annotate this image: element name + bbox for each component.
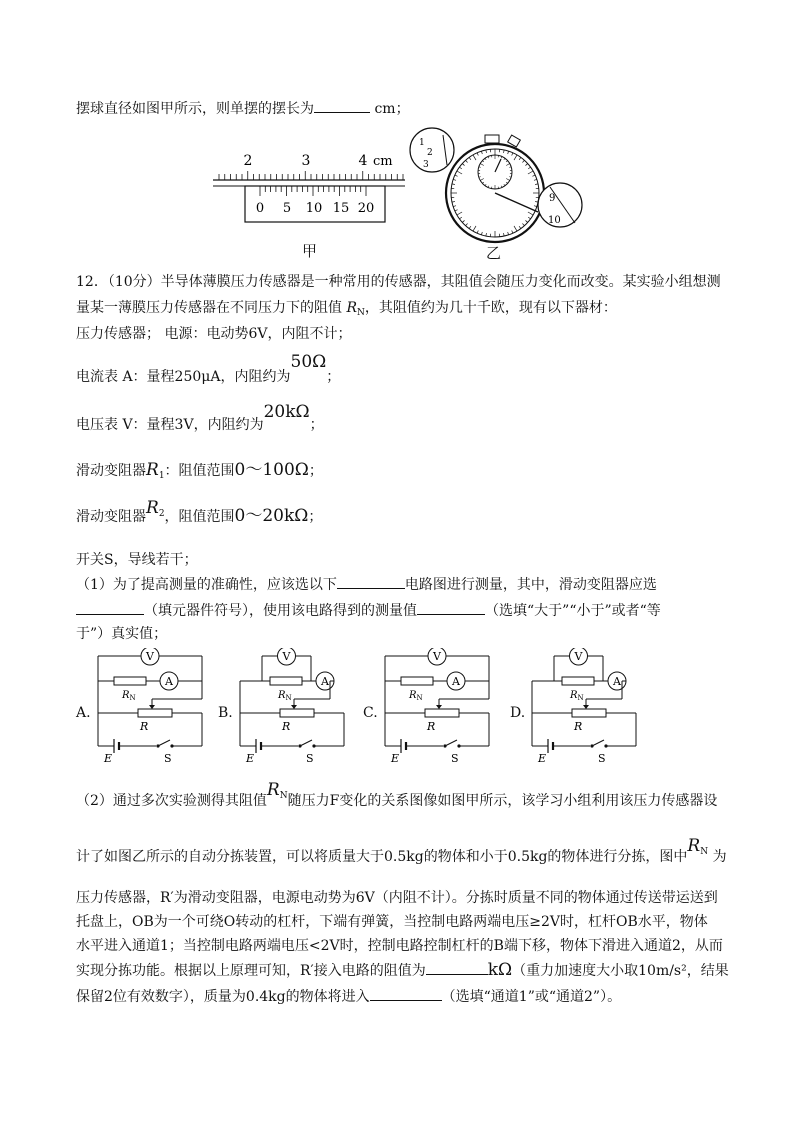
r2-line (76, 498, 323, 532)
answer-blank-rheostat[interactable] (76, 600, 144, 615)
circuit-diagram-b (236, 648, 366, 770)
circuit-diagram-d (528, 648, 658, 770)
vernier-label-0: 0 (255, 201, 265, 216)
r2-end: ； (308, 509, 323, 525)
answer-blank-compare[interactable] (417, 600, 485, 615)
r1-symbol: R (146, 460, 159, 480)
svg-text:R: R (574, 720, 583, 733)
r1-subscript: 1 (158, 471, 165, 481)
caliper-main-label-4: 4 (358, 153, 368, 169)
r2-text: 滑动变阻器 (76, 509, 146, 525)
caption-jia: 甲 (302, 242, 318, 260)
p2-rn-subscript: N (279, 791, 288, 801)
p1-text-a: （1）为了提高测量的准确性，应该选以下 (76, 577, 337, 593)
p2-line2-rn-symbol: R (687, 836, 701, 856)
switch-line: 开关S，导线若干； (76, 552, 198, 568)
svg-text:E: E (391, 752, 400, 765)
ammeter-end: ； (326, 369, 341, 385)
vernier-label-20: 20 (357, 201, 375, 216)
rn-symbol: R (346, 300, 357, 316)
p1-line3: 于”）真实值； (76, 626, 168, 642)
ammeter-text: 电流表 A：量程250μA，内阻约为 (76, 369, 291, 385)
p2-line7-text-a: 保留2位有效数字），质量为0.4kg的物体将进入 (76, 989, 370, 1005)
ammeter-symbol: A (452, 675, 460, 688)
caliper-main-label-2: 2 (243, 153, 253, 169)
zoom-label-9: 9 (549, 193, 556, 204)
svg-text:E: E (104, 752, 113, 765)
zoom-label-3: 3 (423, 160, 429, 170)
p2-line3: 压力传感器，R′为滑动变阻器，电源电动势为6V（内阻不计）。分拣时质量不同的物体通过传送带运送到 (76, 890, 718, 906)
p2-line2-text-b: 为 (712, 849, 727, 865)
option-label-c: C. (363, 705, 378, 721)
voltmeter-symbol: V (146, 650, 154, 663)
q12-line1: 12．（10分）半导体薄膜压力传感器是一种常用的传感器，其阻值会随压力变化而改变。某实验小组想测 (76, 274, 721, 290)
r1-line (76, 460, 323, 486)
p2-line4: 托盘上，OB为一个可绕O转动的杠杆，下端有弹簧，当控制电路两端电压≥2V时，杠杆OB水平，物体 (76, 914, 708, 930)
vernier-label-15: 15 (332, 201, 350, 216)
answer-blank-length[interactable] (314, 98, 370, 113)
p2-line6 (76, 960, 729, 981)
p1-text-b: 电路图进行测量，其中，滑动变阻器应选 (404, 577, 657, 593)
p1-text-c: （填元器件符号），使用该电路得到的测量值 (144, 603, 417, 619)
vernier-label-10: 10 (305, 201, 323, 216)
rn-subscript: N (357, 308, 365, 318)
svg-text:R: R (282, 720, 291, 733)
intro-unit: cm； (374, 101, 410, 117)
option-label-d: D. (510, 705, 526, 721)
q12-line3: 压力传感器； 电源：电动势6V，内阻不计； (76, 326, 352, 342)
p2-line2-rn-subscript: N (700, 847, 709, 857)
p2-line2-text-a: 计了如图乙所示的自动分拣装置，可以将质量大于0.5kg的物体和小于0.5kg的物体进行分拣，图中 (76, 849, 688, 865)
ammeter-line (76, 352, 341, 387)
voltmeter-text: 电压表 V：量程3V，内阻约为 (76, 417, 264, 433)
voltmeter-symbol: V (433, 650, 441, 663)
voltmeter-value: 20kΩ (263, 402, 310, 422)
voltmeter-line (76, 402, 324, 435)
circuit-diagram-c (381, 648, 511, 770)
p2-line2 (76, 836, 727, 872)
r2-symbol: R (146, 498, 159, 518)
rn-label: $R_N$ (278, 690, 292, 702)
ammeter-symbol: A (613, 675, 621, 688)
r2-range-text: ，阻值范围 (164, 509, 235, 525)
circuit-diagram-a (94, 648, 224, 770)
p2-line6-text: 实现分拣功能。根据以上原理可知，R′接入电路的阻值为 (76, 963, 426, 979)
q12-line2-text-b: ，其阻值约为几十千欧，现有以下器材： (364, 300, 617, 316)
svg-text:R: R (140, 720, 149, 733)
voltmeter-end: ； (309, 417, 324, 433)
p2-rn-symbol: R (266, 780, 280, 800)
zoom-label-1: 1 (419, 138, 425, 148)
zoom-label-10: 10 (548, 215, 561, 226)
p2-line7 (76, 986, 621, 1007)
q12-line2-text-a: 量某一薄膜压力传感器在不同压力下的阻值 (76, 300, 347, 316)
r1-range: 0～100Ω (234, 460, 309, 480)
rn-label: $R_N$ (409, 690, 423, 702)
vernier-label-5: 5 (282, 201, 292, 216)
p1-text-d: （选填“大于”“小于”或者“等 (485, 603, 661, 619)
p1-line1 (76, 574, 657, 595)
ammeter-value: 50Ω (290, 352, 327, 372)
r2-subscript: 2 (158, 509, 165, 519)
intro-text: 摆球直径如图甲所示，则单摆的摆长为 (76, 101, 314, 117)
p2-line5: 水平进入通道1；当控制电路两端电压<2V时，控制电路控制杠杆的B端下移，物体下滑进入通道2，从而 (76, 938, 723, 954)
answer-blank-resistance[interactable] (426, 960, 488, 975)
svg-text:E: E (538, 752, 547, 765)
svg-text:S: S (306, 752, 314, 765)
voltmeter-symbol: V (574, 650, 583, 663)
r1-end: ； (308, 463, 323, 479)
rn-label: $R_N$ (570, 690, 584, 702)
caliper-unit: cm (373, 154, 393, 169)
vernier-caliper-figure (205, 150, 415, 230)
caption-yi: 乙 (486, 244, 502, 262)
svg-text:S: S (598, 752, 606, 765)
svg-text:R: R (427, 720, 436, 733)
r1-range-text: ：阻值范围 (164, 463, 235, 479)
p2-line6-unit: kΩ (487, 960, 513, 980)
ammeter-symbol: A (165, 675, 173, 688)
q12-line2 (76, 298, 617, 323)
answer-blank-channel[interactable] (370, 986, 442, 1001)
caliper-main-label-3: 3 (301, 153, 311, 169)
p2-line1 (76, 780, 718, 816)
intro-line (76, 98, 410, 119)
r2-range: 0～20kΩ (234, 506, 309, 526)
p2-text-a: （2）通过多次实验测得其阻值 (76, 793, 267, 809)
rn-label: $R_N$ (122, 690, 136, 702)
stopwatch-figure (405, 125, 585, 250)
option-label-b: B. (218, 705, 233, 721)
r1-text: 滑动变阻器 (76, 463, 146, 479)
p2-line6-text-b: （重力加速度大小取10m/s²，结果 (512, 963, 729, 979)
svg-text:E: E (246, 752, 255, 765)
option-label-a: A. (76, 705, 91, 721)
svg-text:S: S (164, 752, 172, 765)
p2-line7-text-b: （选填“通道1”或“通道2”）。 (441, 989, 622, 1005)
svg-text:S: S (451, 752, 459, 765)
p2-text-b: 随压力F变化的关系图像如图甲所示，该学习小组利用该压力传感器设 (287, 793, 718, 809)
voltmeter-symbol: V (282, 650, 291, 663)
p1-line2 (76, 600, 661, 621)
answer-blank-circuit[interactable] (337, 574, 405, 589)
ammeter-symbol: A (321, 675, 329, 688)
zoom-label-2: 2 (427, 148, 433, 158)
